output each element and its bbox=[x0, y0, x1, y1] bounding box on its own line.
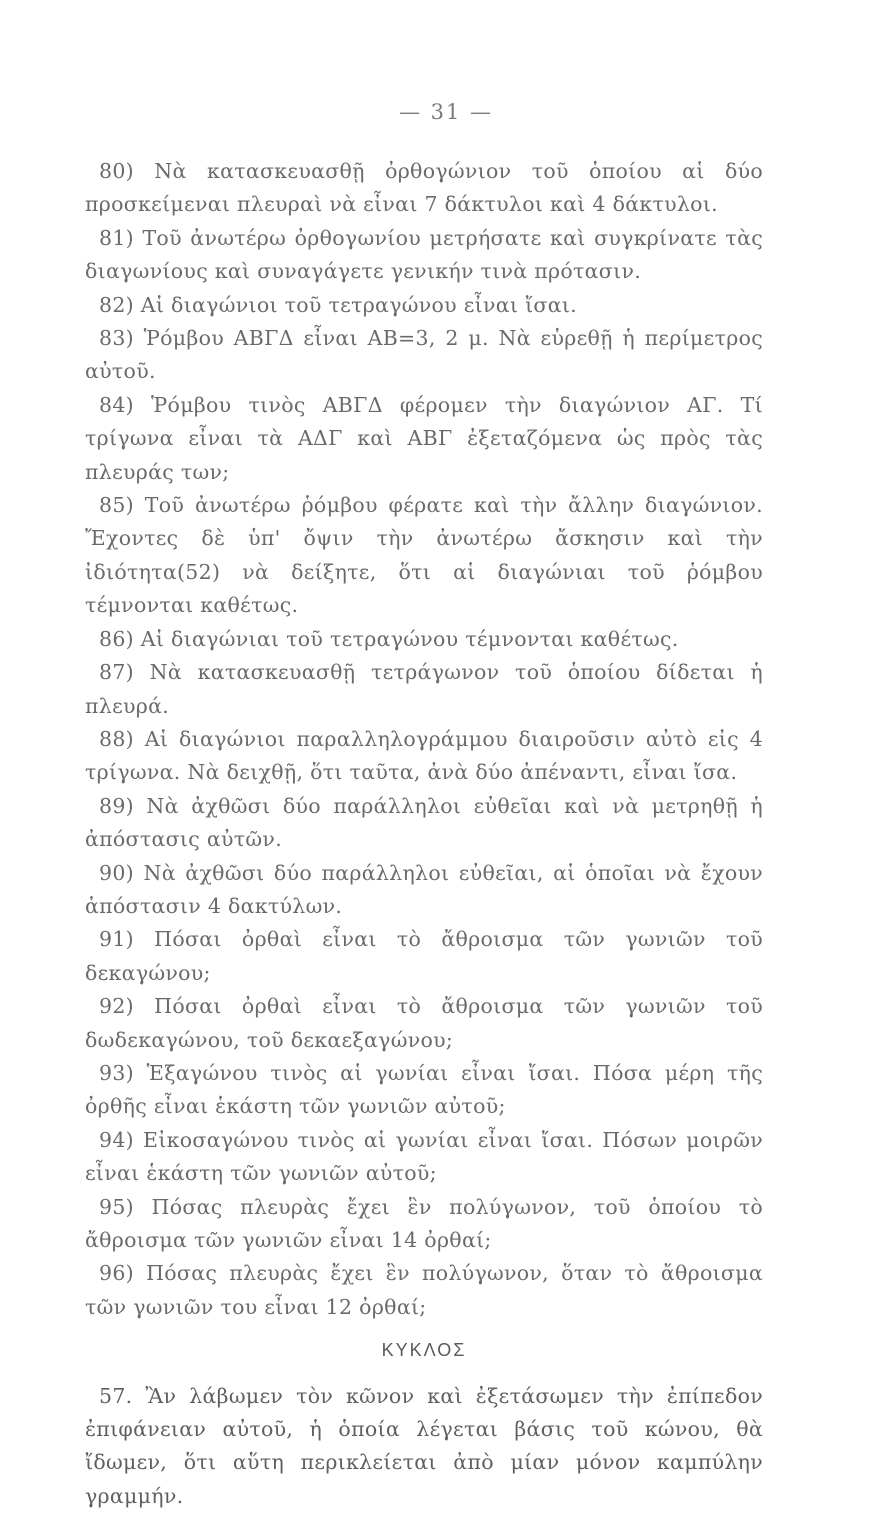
exercise-85: 85) Τοῦ ἀνωτέρω ῥόμβου φέρατε καὶ τὴν ἄλλην διαγώνιον. Ἔχοντες δὲ ὑπ' ὄψιν τὴν ἀνωτέρω ἄσκησιν καὶ τὴν ἰδιότητα(52) νὰ δείξητε, ὅτι αἱ διαγώνιαι τοῦ ῥόμβου τέμνονται καθέτως. bbox=[85, 493, 763, 618]
section-paragraph-57: 57. Ἂν λάβωμεν τὸν κῶνον καὶ ἐξετάσωμεν τὴν ἐπίπεδον ἐπιφάνειαν αὐτοῦ, ἡ ὁποία λέγεται βάσις τοῦ κώνου, θὰ ἴδωμεν, ὅτι αὕτη περικλείεται ἀπὸ μίαν μόνον καμπύλην γραμμήν. bbox=[85, 1383, 763, 1508]
section-heading-kyklos: ΚΥΚΛΟΣ bbox=[381, 1340, 467, 1361]
exercise-86: 86) Αἱ διαγώνιαι τοῦ τετραγώνου τέμνονται καθέτως. bbox=[99, 626, 679, 651]
exercise-82: 82) Αἱ διαγώνιοι τοῦ τετραγώνου εἶναι ἴσαι. bbox=[99, 292, 578, 317]
exercise-91: 91) Πόσαι ὀρθαὶ εἶναι τὸ ἄθροισμα τῶν γωνιῶν τοῦ δεκαγώνου; bbox=[85, 927, 763, 985]
page-body bbox=[85, 155, 763, 1513]
exercise-89: 89) Νὰ ἀχθῶσι δύο παράλληλοι εὐθεῖαι καὶ νὰ μετρηθῇ ἡ ἀπόστασις αὐτῶν. bbox=[85, 793, 763, 852]
exercise-92: 92) Πόσαι ὀρθαὶ εἶναι τὸ ἄθροισμα τῶν γωνιῶν τοῦ δωδεκαγώνου, τοῦ δεκαεξαγώνου; bbox=[85, 994, 763, 1052]
exercise-80: 80) Νὰ κατασκευασθῇ ὀρθογώνιον τοῦ ὁποίου αἱ δύο προσκείμεναι πλευραὶ νὰ εἶναι 7 δάκτυλοι καὶ 4 δάκτυλοι. bbox=[85, 159, 763, 217]
exercise-94: 94) Εἰκοσαγώνου τινὸς αἱ γωνίαι εἶναι ἴσαι. Πόσων μοιρῶν εἶναι ἑκάστη τῶν γωνιῶν αὐτοῦ; bbox=[85, 1127, 763, 1186]
exercise-81: 81) Τοῦ ἀνωτέρω ὀρθογωνίου μετρήσατε καὶ συγκρίνατε τὰς διαγωνίους καὶ συναγάγετε γενικήν τινὰ πρότασιν. bbox=[85, 225, 763, 284]
exercise-95: 95) Πόσας πλευρὰς ἔχει ἓν πολύγωνον, τοῦ ὁποίου τὸ ἄθροισμα τῶν γωνιῶν εἶναι 14 ὀρθαί; bbox=[85, 1194, 763, 1252]
exercise-83: 83) Ῥόμβου ΑΒΓΔ εἶναι ΑΒ=3, 2 μ. Νὰ εὑρεθῇ ἡ περίμετρος αὐτοῦ. bbox=[85, 326, 763, 384]
page-number: — 31 — bbox=[398, 100, 494, 124]
exercise-84: 84) Ῥόμβου τινὸς ΑΒΓΔ φέρομεν τὴν διαγώνιον ΑΓ. Τί τρίγωνα εἶναι τὰ ΑΔΓ καὶ ΑΒΓ ἐξεταζόμενα ὡς πρὸς τὰς πλευράς των; bbox=[85, 392, 763, 484]
exercise-93: 93) Ἑξαγώνου τινὸς αἱ γωνίαι εἶναι ἴσαι. Πόσα μέρη τῆς ὀρθῆς εἶναι ἑκάστη τῶν γωνιῶν αὐτοῦ; bbox=[85, 1060, 763, 1119]
exercise-87: 87) Νὰ κατασκευασθῇ τετράγωνον τοῦ ὁποίου δίδεται ἡ πλευρά. bbox=[85, 660, 763, 718]
exercise-90: 90) Νὰ ἀχθῶσι δύο παράλληλοι εὐθεῖαι, αἱ ὁποῖαι νὰ ἔχουν ἀπόστασιν 4 δακτύλων. bbox=[85, 860, 763, 918]
exercise-96: 96) Πόσας πλευρὰς ἔχει ἓν πολύγωνον, ὅταν τὸ ἄθροισμα τῶν γωνιῶν του εἶναι 12 ὀρθαί; bbox=[85, 1261, 763, 1319]
exercise-88: 88) Αἱ διαγώνιοι παραλληλογράμμου διαιροῦσιν αὐτὸ εἰς 4 τρίγωνα. Νὰ δειχθῇ, ὅτι ταῦτα, ἀνὰ δύο ἀπέναντι, εἶναι ἴσα. bbox=[85, 726, 763, 785]
